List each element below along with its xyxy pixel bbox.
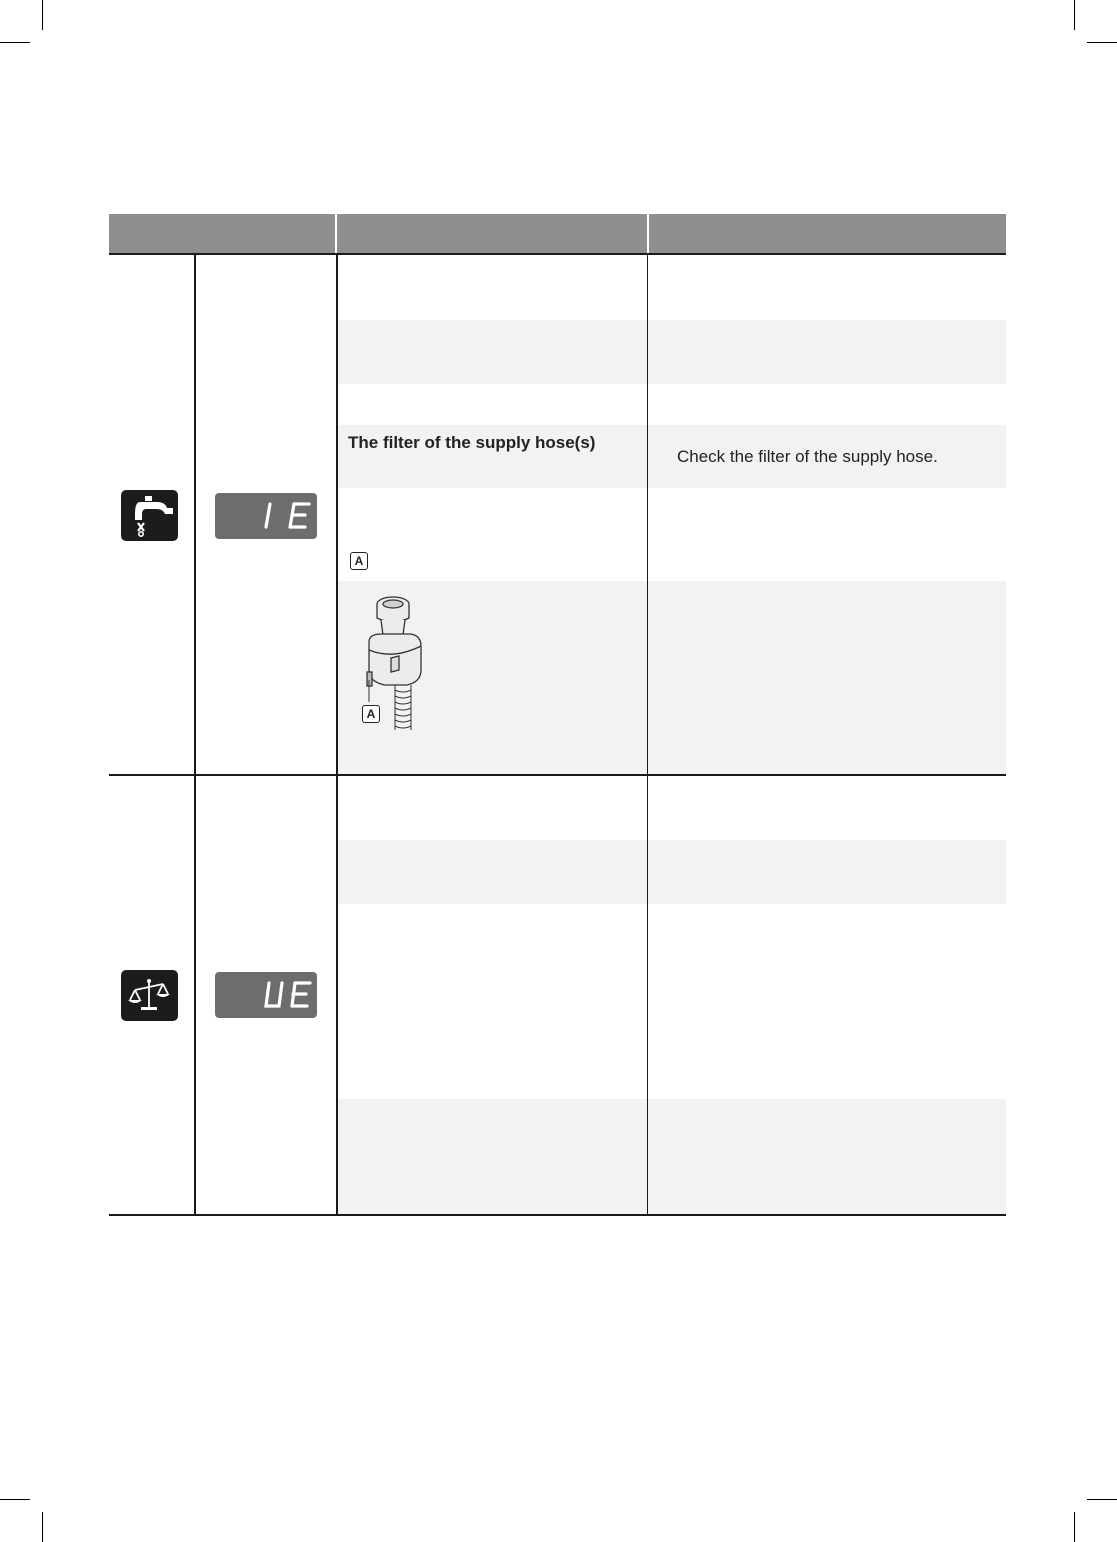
group-divider bbox=[109, 774, 1006, 776]
table-bottom-rule bbox=[109, 1214, 1006, 1216]
lcd-display bbox=[215, 493, 317, 539]
crop-mark bbox=[0, 42, 30, 43]
header-divider bbox=[647, 214, 649, 254]
table-row-shade bbox=[338, 320, 1006, 384]
crop-mark bbox=[1074, 0, 1075, 30]
column-divider bbox=[647, 254, 648, 1216]
lcd-display bbox=[215, 972, 317, 1018]
column-divider bbox=[194, 254, 196, 1216]
crop-mark bbox=[1087, 42, 1117, 43]
crop-mark bbox=[42, 0, 43, 30]
header-bottom-rule bbox=[109, 253, 1006, 255]
crop-mark bbox=[1074, 1512, 1075, 1542]
crop-mark bbox=[42, 1512, 43, 1542]
callout-label: A bbox=[350, 552, 368, 570]
balance-scale-icon bbox=[121, 970, 178, 1021]
table-row-shade bbox=[338, 1099, 1006, 1214]
figure-callout-label: A bbox=[362, 705, 380, 723]
tap-water-error-icon bbox=[121, 490, 178, 541]
crop-mark bbox=[1087, 1499, 1117, 1500]
column-divider bbox=[336, 254, 338, 1216]
header-divider bbox=[335, 214, 337, 254]
table-row-shade bbox=[338, 840, 1006, 904]
action-text: Check the filter of the supply hose. bbox=[677, 447, 938, 466]
crop-mark bbox=[0, 1499, 30, 1500]
table-header bbox=[109, 214, 1006, 254]
cause-title: The filter of the supply hose(s) bbox=[348, 433, 596, 452]
